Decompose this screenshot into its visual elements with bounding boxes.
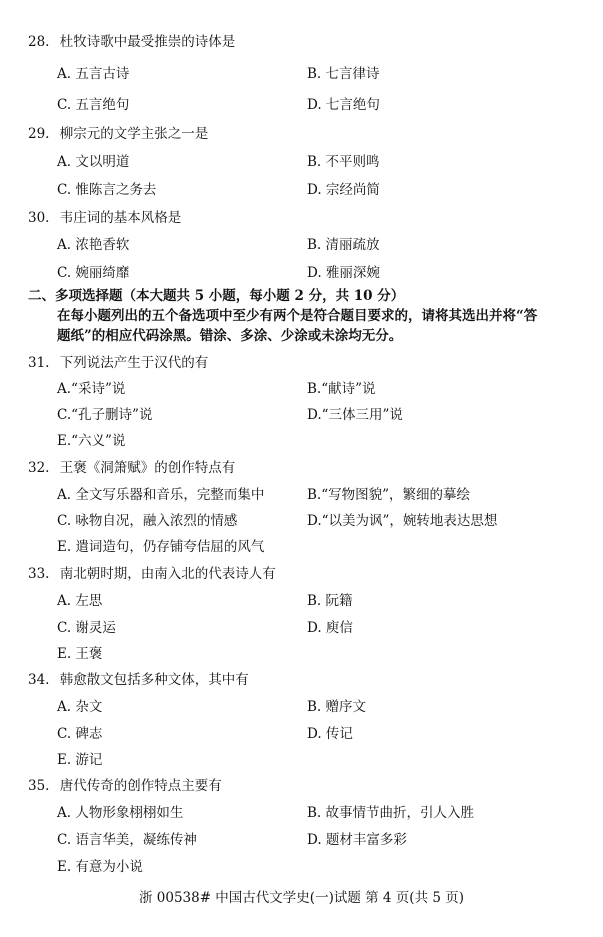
option-b: B. 七言律诗 bbox=[307, 66, 380, 82]
option-a: A. 文以明道 bbox=[57, 154, 130, 170]
option-d: D.“三体三用”说 bbox=[307, 407, 403, 423]
question-stem: 王褒《洞箫赋》的创作特点有 bbox=[59, 460, 236, 476]
option-a: A.“采诗”说 bbox=[57, 381, 126, 397]
section-instruction: 题纸”的相应代码涂黑。错涂、多涂、少涂或未涂均无分。 bbox=[57, 328, 403, 344]
question-29 bbox=[28, 125, 208, 143]
question-stem: 韩愈散文包括多种文体，其中有 bbox=[59, 672, 249, 688]
question-stem: 下列说法产生于汉代的有 bbox=[59, 355, 209, 371]
option-c: C. 惟陈言之务去 bbox=[57, 182, 157, 198]
option-d: D. 宗经尚简 bbox=[307, 182, 380, 198]
question-stem: 柳宗元的文学主张之一是 bbox=[59, 126, 209, 142]
question-stem: 南北朝时期，由南入北的代表诗人有 bbox=[59, 566, 276, 582]
option-a: A. 杂文 bbox=[57, 699, 103, 715]
option-c: C. 咏物自况，融入浓烈的情感 bbox=[57, 513, 238, 529]
question-34 bbox=[28, 671, 249, 689]
question-stem: 杜牧诗歌中最受推崇的诗体是 bbox=[59, 34, 236, 50]
question-number: 29. bbox=[28, 126, 50, 142]
option-c: C. 婉丽绮靡 bbox=[57, 265, 130, 281]
option-e: E.“六义”说 bbox=[57, 433, 126, 449]
option-b: B. 不平则鸣 bbox=[307, 154, 380, 170]
option-d: D. 题材丰富多彩 bbox=[307, 832, 407, 848]
page-footer: 浙 00538# 中国古代文学史(一)试题 第 4 页(共 5 页) bbox=[138, 890, 465, 906]
question-33 bbox=[28, 565, 276, 583]
option-d: D. 雅丽深婉 bbox=[307, 265, 380, 281]
option-a: A. 浓艳香软 bbox=[57, 237, 130, 253]
option-d: D. 七言绝句 bbox=[307, 97, 380, 113]
option-e: E. 有意为小说 bbox=[57, 859, 143, 875]
option-c: C. 语言华美，凝练传神 bbox=[57, 832, 197, 848]
option-b: B. 故事情节曲折，引人入胜 bbox=[307, 805, 475, 821]
section-instruction: 在每小题列出的五个备选项中至少有两个是符合题目要求的，请将其选出并将“答 bbox=[57, 308, 538, 324]
question-number: 34. bbox=[28, 672, 50, 688]
question-31 bbox=[28, 354, 208, 372]
option-d: D. 传记 bbox=[307, 726, 353, 742]
option-c: C. 谢灵运 bbox=[57, 620, 116, 636]
section-heading: 二、多项选择题（本大题共 5 小题，每小题 2 分，共 10 分） bbox=[28, 288, 405, 304]
question-number: 35. bbox=[28, 778, 50, 794]
option-a: A. 全文写乐器和音乐，完整而集中 bbox=[57, 487, 265, 503]
question-number: 33. bbox=[28, 566, 50, 582]
question-stem: 唐代传奇的创作特点主要有 bbox=[59, 778, 222, 794]
option-b: B.“写物图貌”，繁细的摹绘 bbox=[307, 487, 471, 503]
option-b: B. 阮籍 bbox=[307, 593, 353, 609]
option-e: E. 遣词造句，仍存铺夸佶屈的风气 bbox=[57, 539, 265, 555]
question-number: 30. bbox=[28, 210, 50, 226]
option-c: C. 五言绝句 bbox=[57, 97, 130, 113]
question-number: 28. bbox=[28, 34, 50, 50]
question-number: 32. bbox=[28, 460, 50, 476]
question-number: 31. bbox=[28, 355, 50, 371]
question-30 bbox=[28, 209, 181, 227]
option-b: B. 赠序文 bbox=[307, 699, 367, 715]
option-a: A. 人物形象栩栩如生 bbox=[57, 805, 184, 821]
option-a: A. 左思 bbox=[57, 593, 103, 609]
option-c: C. 碑志 bbox=[57, 726, 103, 742]
option-c: C.“孔子删诗”说 bbox=[57, 407, 153, 423]
option-d: D. 庾信 bbox=[307, 620, 353, 636]
option-b: B. 清丽疏放 bbox=[307, 237, 380, 253]
option-d: D.“以美为讽”，婉转地表达思想 bbox=[307, 513, 498, 529]
question-35 bbox=[28, 777, 222, 795]
question-32 bbox=[28, 459, 235, 477]
option-e: E. 游记 bbox=[57, 752, 103, 768]
question-28 bbox=[28, 33, 235, 51]
option-a: A. 五言古诗 bbox=[57, 66, 130, 82]
option-b: B.“献诗”说 bbox=[307, 381, 376, 397]
question-stem: 韦庄词的基本风格是 bbox=[59, 210, 182, 226]
option-e: E. 王褒 bbox=[57, 646, 103, 662]
